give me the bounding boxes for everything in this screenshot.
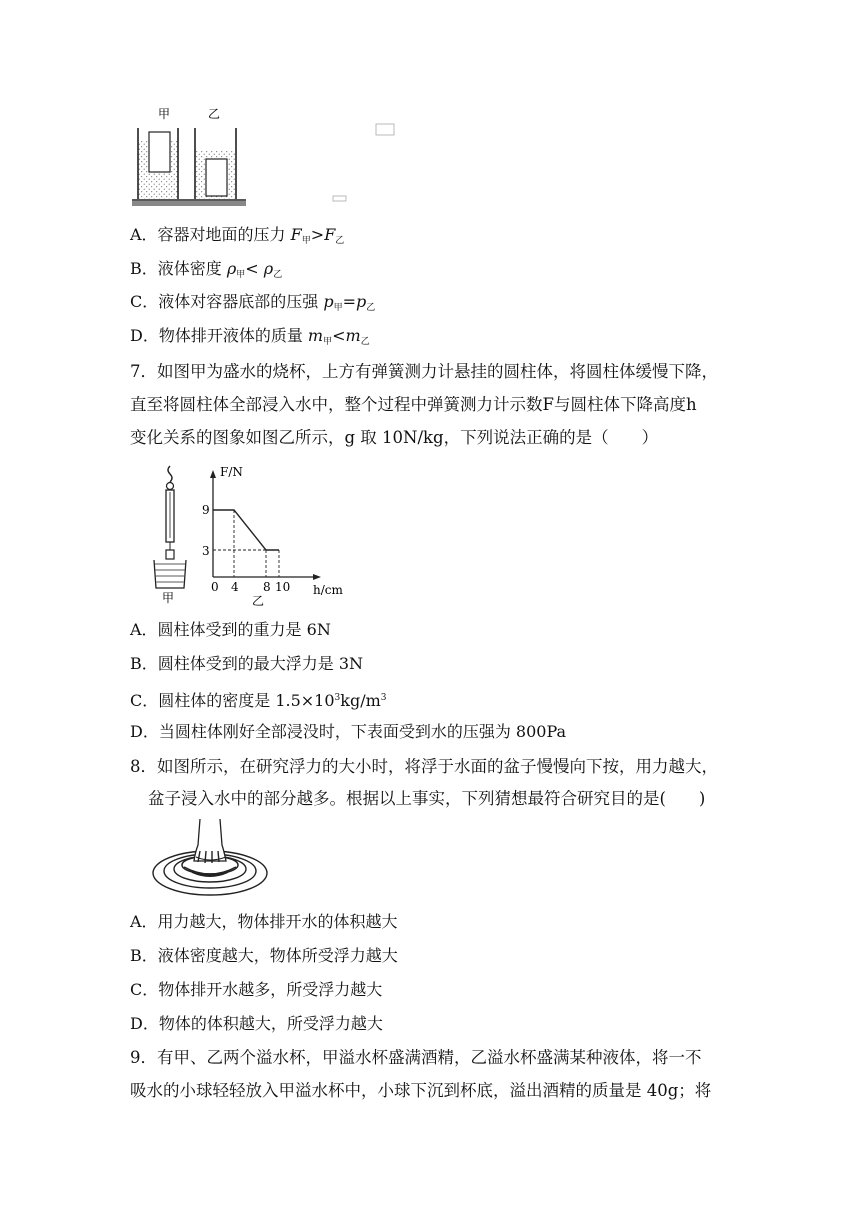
force-curve <box>213 510 279 550</box>
x-tick-10: 10 <box>275 580 291 594</box>
figure-q7 <box>150 460 360 610</box>
q7-option-c: C．圆柱体的密度是 $1.5\times 10^3kg/m^3$ <box>130 691 387 710</box>
q6-option-a: A．容器对地面的压力 $F_甲>F_乙$ <box>130 225 345 246</box>
y-tick-3: 3 <box>202 544 210 558</box>
q6-option-c: C．液体对容器底部的压强 $p_甲=p_乙$ <box>130 292 376 313</box>
figure-q6-containers <box>128 98 398 213</box>
figure-label-yi: 乙 <box>252 594 265 608</box>
q7-option-b: B．圆柱体受到的最大浮力是 3N <box>130 654 364 673</box>
q7-option-a: A．圆柱体受到的重力是 6N <box>130 620 331 639</box>
q7-stem-line-3: 变化关系的图象如图乙所示，g 取 10N/kg，下列说法正确的是（ ） <box>130 428 659 447</box>
q8-stem-line-2: 盆子浸入水中的部分越多。根据以上事实，下列猜想最符合研究目的是( ) <box>148 789 706 808</box>
figure-q8-basin <box>150 815 270 900</box>
x-tick-4: 4 <box>231 580 239 594</box>
q6-option-b: B．液体密度 $\rho_甲< \rho_乙$ <box>130 259 283 280</box>
q8-option-d: D．物体的体积越大，所受浮力越大 <box>130 1014 383 1033</box>
q7-option-d: D．当圆柱体刚好全部浸没时，下表面受到水的压强为 800Pa <box>130 722 567 741</box>
hand-icon <box>194 819 226 863</box>
y-tick-9: 9 <box>202 503 210 517</box>
q7-stem-line-1: 7．如图甲为盛水的烧杯，上方有弹簧测力计悬挂的圆柱体，将圆柱体缓慢下降， <box>130 362 718 381</box>
figure-label-jia: 甲 <box>162 591 175 605</box>
x-tick-0: 0 <box>211 580 219 594</box>
y-axis-label: F/N <box>220 465 243 479</box>
q9-stem-line-2: 吸水的小球轻轻放入甲溢水杯中，小球下沉到杯底，溢出酒精的质量是 40g；将 <box>130 1081 712 1100</box>
q8-option-c: C．物体排开水越多，所受浮力越大 <box>130 980 383 999</box>
q8-option-b: B．液体密度越大，物体所受浮力越大 <box>130 946 398 965</box>
q7-stem-line-2: 直至将圆柱体全部浸入水中，整个过程中弹簧测力计示数F与圆柱体下降高度h <box>130 395 697 414</box>
q8-stem-line-1: 8．如图所示，在研究浮力的大小时，将浮于水面的盆子慢慢向下按，用力越大， <box>130 757 718 776</box>
q9-stem-line-1: 9．有甲、乙两个溢水杯，甲溢水杯盛满酒精，乙溢水杯盛满某种液体，将一不 <box>130 1048 702 1067</box>
container-label-yi: 乙 <box>208 107 221 121</box>
q8-option-a: A．用力越大，物体排开水的体积越大 <box>130 912 398 931</box>
container-label-jia: 甲 <box>158 107 171 121</box>
q6-option-d: D．物体排开液体的质量 $m_甲<m_乙$ <box>130 326 370 347</box>
x-tick-8: 8 <box>263 580 271 594</box>
x-axis-label: h/cm <box>313 583 343 597</box>
beaker-icon <box>154 560 186 588</box>
force-height-graph <box>202 465 343 608</box>
spring-scale-icon <box>166 466 174 559</box>
